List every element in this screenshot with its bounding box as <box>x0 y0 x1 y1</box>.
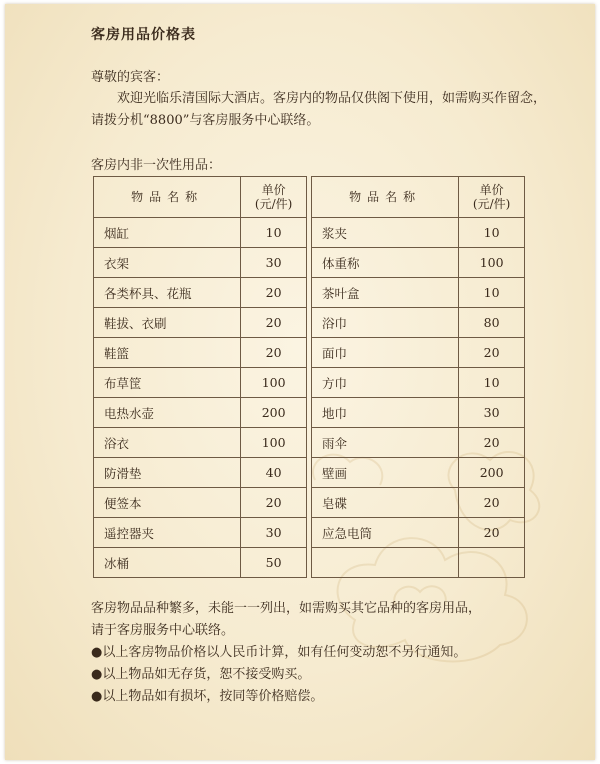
item-price: 20 <box>241 488 307 518</box>
column-header-name: 物品名称 <box>94 177 241 218</box>
table-row <box>94 548 307 578</box>
table-row <box>94 368 307 398</box>
item-price: 10 <box>459 218 525 248</box>
footer-line-1: 客房物品品种繁多，未能一一列出，如需购买其它品种的客房用品， <box>91 601 482 616</box>
table-row <box>94 458 307 488</box>
item-price: 50 <box>241 548 307 578</box>
section-label: 客房内非一次性用品： <box>91 158 222 173</box>
table-row <box>94 398 307 428</box>
price-header-line1: 单价 <box>479 183 504 197</box>
item-price: 10 <box>459 278 525 308</box>
bullet-icon: ● <box>91 689 103 704</box>
item-name: 应急电筒 <box>312 518 459 548</box>
table-header-row <box>94 177 307 218</box>
table-row <box>94 518 307 548</box>
item-name: 面巾 <box>312 338 459 368</box>
table-row <box>312 368 525 398</box>
item-name: 布草筐 <box>94 368 241 398</box>
item-price: 40 <box>241 458 307 488</box>
table-header-row <box>312 177 525 218</box>
table-row <box>312 398 525 428</box>
table-row <box>312 548 525 578</box>
table-row <box>94 278 307 308</box>
table-row <box>94 488 307 518</box>
item-name: 方巾 <box>312 368 459 398</box>
table-row <box>312 428 525 458</box>
bullet-icon: ● <box>91 667 103 682</box>
item-name: 便签本 <box>94 488 241 518</box>
item-name: 衣架 <box>94 248 241 278</box>
table-row <box>312 248 525 278</box>
table-row <box>312 458 525 488</box>
price-header-line2: (元/件) <box>254 197 293 211</box>
welcome-message: 欢迎光临乐清国际大酒店。客房内的物品仅供阁下使用，如需购买作留念，请拨分机“8800”与客房服务中心联络。 <box>91 91 547 128</box>
column-header-price <box>241 177 307 218</box>
item-price: 100 <box>241 428 307 458</box>
item-name: 各类杯具、花瓶 <box>94 278 241 308</box>
item-name: 壁画 <box>312 458 459 488</box>
table-row <box>312 278 525 308</box>
item-name: 茶叶盒 <box>312 278 459 308</box>
item-price: 20 <box>459 488 525 518</box>
item-name <box>312 548 459 578</box>
column-header-price <box>459 177 525 218</box>
item-name: 烟缸 <box>94 218 241 248</box>
items-table-right <box>311 176 525 578</box>
note-text: 以上物品如有损坏，按同等价格赔偿。 <box>102 689 324 704</box>
item-price: 30 <box>459 398 525 428</box>
item-name: 防滑垫 <box>94 458 241 488</box>
item-price: 20 <box>241 308 307 338</box>
table-row <box>94 428 307 458</box>
greeting: 尊敬的宾客： <box>91 70 170 85</box>
page-title: 客房用品价格表 <box>91 27 196 43</box>
column-header-name: 物品名称 <box>312 177 459 218</box>
item-price: 20 <box>459 518 525 548</box>
item-name: 浆夹 <box>312 218 459 248</box>
item-name: 体重称 <box>312 248 459 278</box>
table-row <box>312 518 525 548</box>
item-name: 浴衣 <box>94 428 241 458</box>
item-price: 200 <box>459 458 525 488</box>
item-price: 80 <box>459 308 525 338</box>
bullet-icon: ● <box>91 645 103 660</box>
footer-line-2: 请于客房服务中心联络。 <box>91 623 235 638</box>
item-name: 遥控器夹 <box>94 518 241 548</box>
item-name: 地巾 <box>312 398 459 428</box>
item-name: 浴巾 <box>312 308 459 338</box>
price-header-line2: (元/件) <box>472 197 511 211</box>
item-name: 鞋篮 <box>94 338 241 368</box>
price-list-page <box>5 4 595 760</box>
item-price: 20 <box>241 338 307 368</box>
item-price: 30 <box>241 248 307 278</box>
item-name: 雨伞 <box>312 428 459 458</box>
item-name: 皂碟 <box>312 488 459 518</box>
item-price: 10 <box>459 368 525 398</box>
table-row <box>94 248 307 278</box>
item-price <box>459 548 525 578</box>
footer-note-3 <box>91 686 561 708</box>
footer-note-1 <box>91 642 561 664</box>
table-row <box>312 488 525 518</box>
item-price: 100 <box>459 248 525 278</box>
item-name: 鞋拔、衣刷 <box>94 308 241 338</box>
item-name: 冰桶 <box>94 548 241 578</box>
item-price: 20 <box>459 428 525 458</box>
item-price: 10 <box>241 218 307 248</box>
item-price: 20 <box>241 278 307 308</box>
table-row <box>94 218 307 248</box>
item-name: 电热水壶 <box>94 398 241 428</box>
table-row <box>312 338 525 368</box>
note-text: 以上物品如无存货，恕不接受购买。 <box>102 667 311 682</box>
footer-note-2 <box>91 664 561 686</box>
table-row <box>94 338 307 368</box>
item-price: 30 <box>241 518 307 548</box>
table-row <box>312 218 525 248</box>
table-row <box>94 308 307 338</box>
table-row <box>312 308 525 338</box>
item-price: 20 <box>459 338 525 368</box>
footer-notes <box>91 598 561 708</box>
note-text: 以上客房物品价格以人民币计算，如有任何变动恕不另行通知。 <box>102 645 467 660</box>
item-price: 200 <box>241 398 307 428</box>
item-price: 100 <box>241 368 307 398</box>
items-table-left <box>93 176 307 578</box>
price-header-line1: 单价 <box>261 183 286 197</box>
